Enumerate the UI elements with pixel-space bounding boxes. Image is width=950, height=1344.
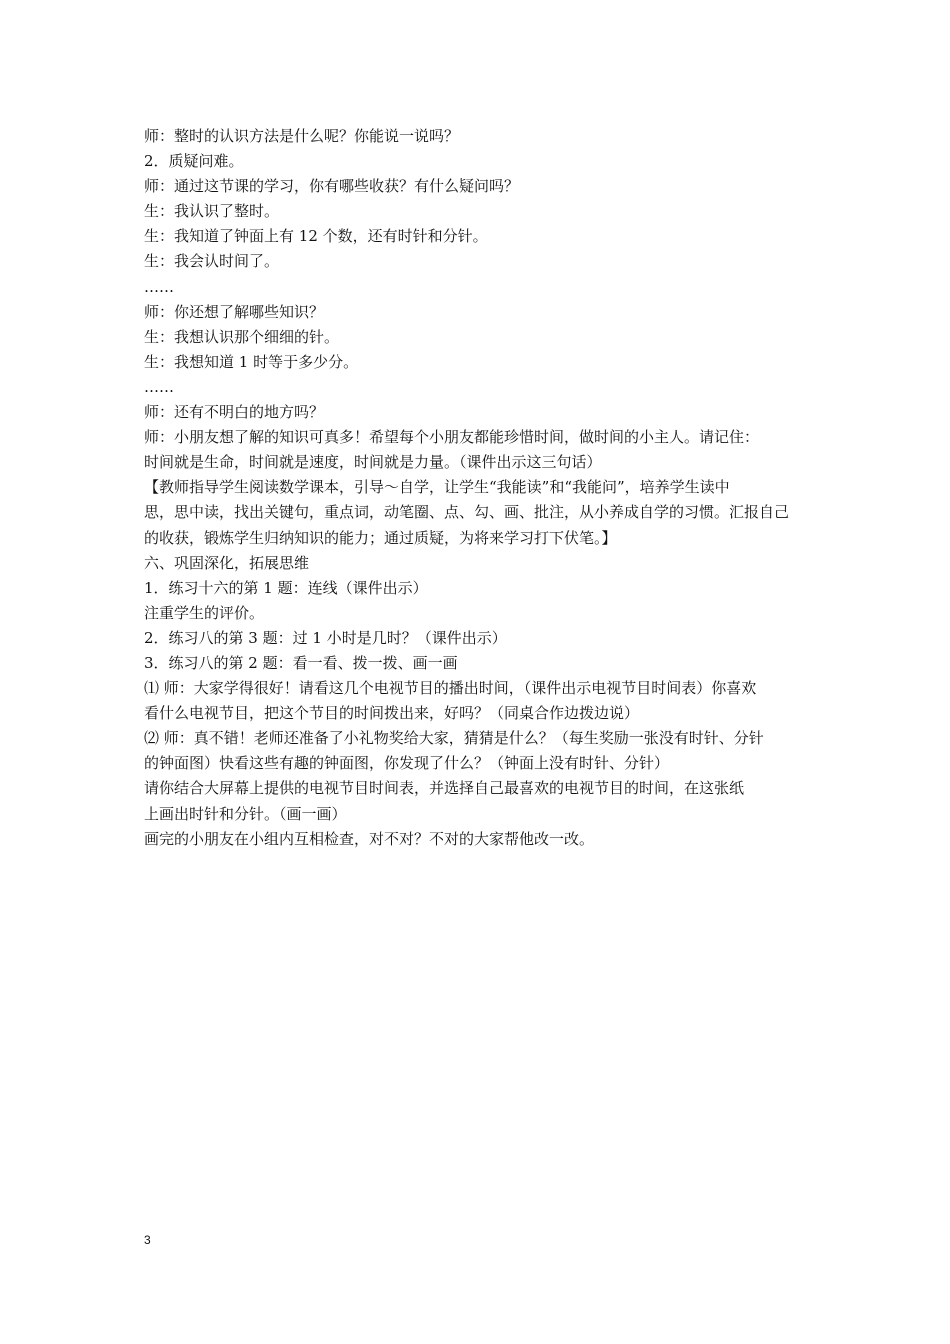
text-line-6: 生：我会认时间了。 xyxy=(144,252,280,271)
teacher-note-line-2: 思，思中读，找出关键句，重点词，动笔圈、点、勾、画、批注，从小养成自学的习惯。汇报自己 xyxy=(144,503,790,522)
text-line-10: 生：我想知道 1 时等于多少分。 xyxy=(144,352,359,371)
text-line-14: 时间就是生命，时间就是速度，时间就是力量。（课件出示这三句话） xyxy=(144,453,602,472)
text-line-13: 师：小朋友想了解的知识可真多！希望每个小朋友都能珍惜时间，做时间的小主人。请记住： xyxy=(144,428,760,447)
ellipsis-line-2: …… xyxy=(144,377,174,396)
text-line-2: 2．质疑问难。 xyxy=(144,152,244,171)
exercise-item-3: 3．练习八的第 2 题：看一看、拨一拨、画一画 xyxy=(144,653,458,672)
instruction-line-1: 请你结合大屏幕上提供的电视节目时间表，并选择自己最喜欢的电视节目的时间，在这张纸 xyxy=(144,779,745,798)
teacher-note-line-3: 的收获，锻炼学生归纳知识的能力；通过质疑，为将来学习打下伏笔。】 xyxy=(144,528,617,547)
numbered-paragraph-2-line-1: ⑵ 师：真不错！老师还准备了小礼物奖给大家，猜猜是什么？（每生奖励一张没有时针、分针 xyxy=(144,729,764,748)
numbered-paragraph-1-line-1: ⑴ 师：大家学得很好！请看这几个电视节目的播出时间，（课件出示电视节目时间表）你喜欢 xyxy=(144,679,757,698)
section-heading: 六、巩固深化，拓展思维 xyxy=(144,553,310,572)
text-line-4: 生：我认识了整时。 xyxy=(144,202,280,221)
numbered-paragraph-2-line-2: 的钟面图）快看这些有趣的钟面图，你发现了什么？（钟面上没有时针、分针） xyxy=(144,754,670,773)
instruction-line-2: 上画出时针和分针。（画一画） xyxy=(144,804,347,823)
text-line-9: 生：我想认识那个细细的针。 xyxy=(144,327,340,346)
text-line-1: 师：整时的认识方法是什么呢？你能说一说吗？ xyxy=(144,127,460,145)
text-line-12: 师：还有不明白的地方吗？ xyxy=(144,403,325,422)
ellipsis-line-1: …… xyxy=(144,277,174,296)
teacher-note-line-1: 【教师指导学生阅读数学课本，引导～自学，让学生“我能读”和“我能问”，培养学生读中 xyxy=(144,478,730,497)
text-line-3: 师：通过这节课的学习，你有哪些收获？有什么疑问吗？ xyxy=(144,177,520,196)
text-line-20: 注重学生的评价。 xyxy=(144,603,265,622)
numbered-paragraph-1-line-2: 看什么电视节目，把这个节目的时间拨出来，好吗？（同桌合作边拨边说） xyxy=(144,704,640,723)
exercise-item-2: 2．练习八的第 3 题：过 1 小时是几时？（课件出示） xyxy=(144,628,507,647)
document-body xyxy=(144,124,812,852)
text-line-5: 生：我知道了钟面上有 12 个数，还有时针和分针。 xyxy=(144,227,488,246)
instruction-line-3: 画完的小朋友在小组内互相检查，对不对？不对的大家帮他改一改。 xyxy=(144,829,595,848)
page-number: 3 xyxy=(144,1233,151,1247)
text-line-8: 师：你还想了解哪些知识？ xyxy=(144,302,325,321)
exercise-item-1: 1．练习十六的第 1 题：连线（课件出示） xyxy=(144,578,428,597)
